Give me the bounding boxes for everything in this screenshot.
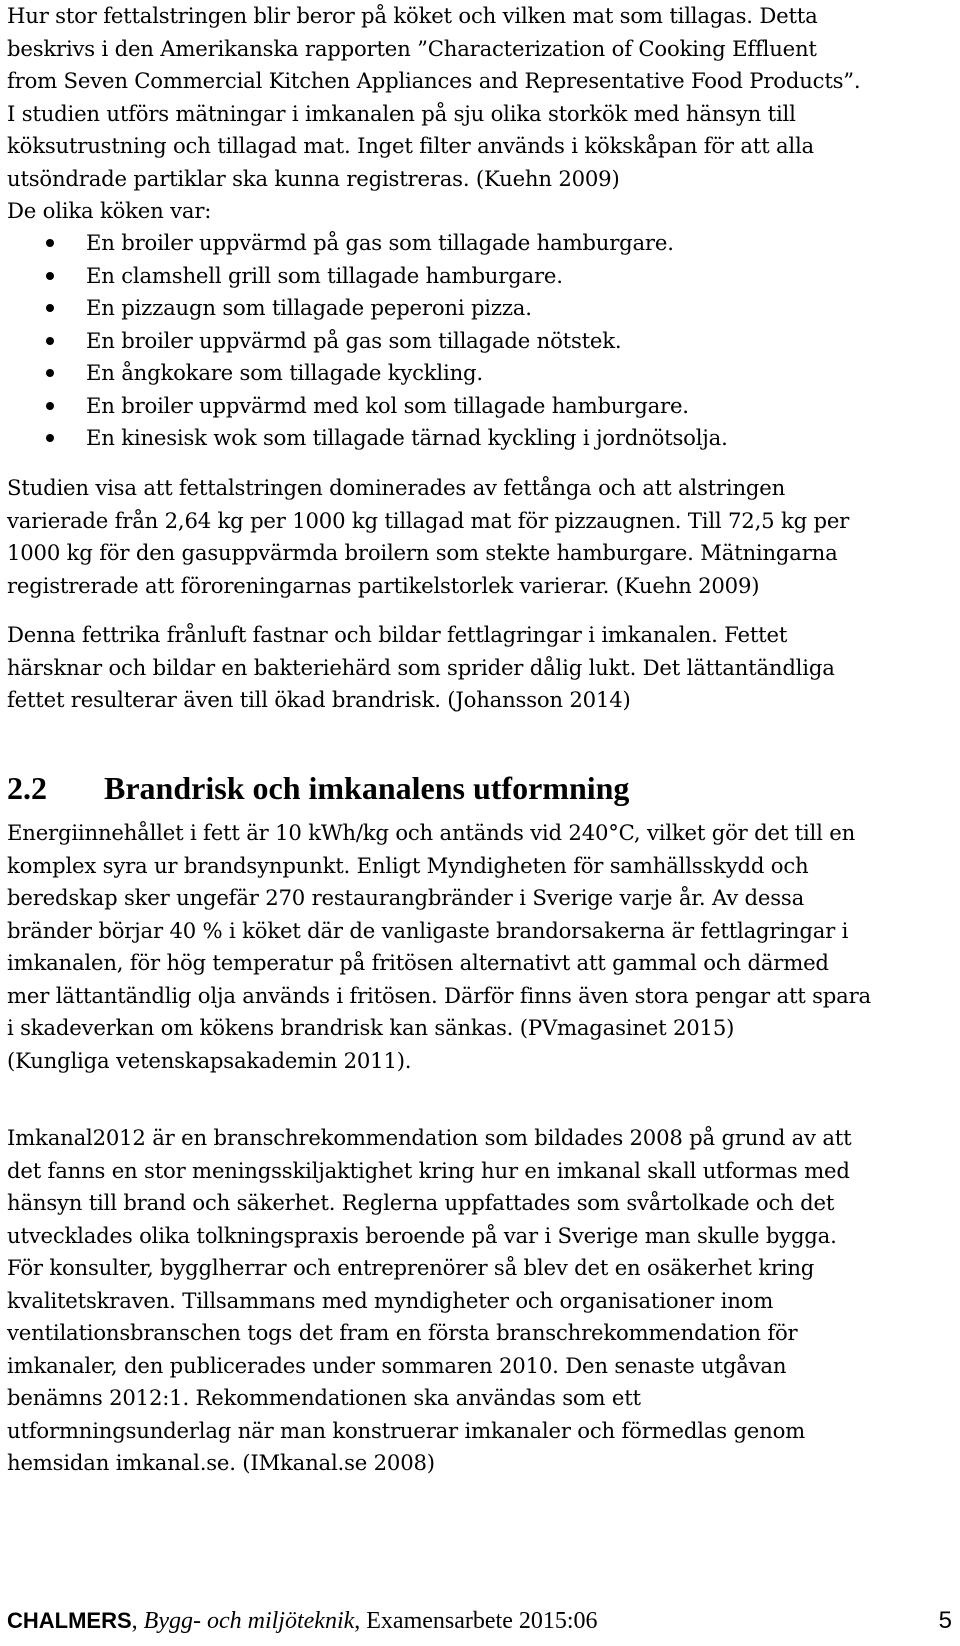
text-line: (Kungliga vetenskapsakademin 2011). [7, 1047, 412, 1073]
footer-separator: , [131, 1608, 144, 1634]
bullet-icon [46, 304, 54, 312]
text-line: utvecklades olika tolkningspraxis beroende på var i Sverige man skulle bygga. [7, 1222, 837, 1248]
thesis-label: , Examensarbete 2015:06 [354, 1608, 598, 1634]
text-line: registrerade att föroreningarnas partikelstorlek varierar. (Kuehn 2009) [7, 572, 760, 598]
text-line: hänsyn till brand och säkerhet. Reglerna uppfattades som svårtolkade och det [7, 1190, 835, 1215]
list-item-text: En broiler uppvärmd på gas som tillagade hamburgare. [86, 230, 674, 255]
department-name: Bygg- och miljöteknik [143, 1608, 355, 1634]
list-item-text: En broiler uppvärmd med kol som tillagade hamburgare. [86, 392, 689, 418]
text-line: Studien visa att fettalstringen dominerades av fettånga och att alstringen [7, 475, 786, 500]
text-line: det fanns en stor meningsskiljaktighet kring hur en imkanal skall utformas med [7, 1157, 850, 1183]
text-line: benämns 2012:1. Rekommendationen ska användas som ett [7, 1385, 641, 1410]
text-line: from Seven Commercial Kitchen Appliances and Representative Food Products”. [7, 68, 861, 93]
institution-name: CHALMERS [7, 1608, 132, 1633]
list-item-text: En pizzaugn som tillagade peperoni pizza. [86, 295, 532, 320]
text-line: i skadeverkan om kökens brandrisk kan sänkas. (PVmagasinet 2015) [7, 1015, 735, 1040]
text-line: hemsidan imkanal.se. (IMkanal.se 2008) [7, 1450, 435, 1475]
text-line: mer lättantändlig olja används i fritösen. Därför finns även stora pengar att spara [7, 982, 871, 1008]
text-line: beredskap sker ungefär 270 restaurangbränder i Sverige varje år. Av dessa [7, 885, 804, 910]
bullet-icon [46, 402, 54, 410]
text-line: varierade från 2,64 kg per 1000 kg tillagad mat för pizzaugnen. Till 72,5 kg per [7, 507, 850, 533]
text-line: fettet resulterar även till ökad brandrisk. (Johansson 2014) [7, 687, 631, 712]
section-title: Brandrisk och imkanalens utformning [104, 770, 630, 806]
text-line: Hur stor fettalstringen blir beror på köket och vilken mat som tillagas. Detta [7, 3, 818, 28]
text-line: 1000 kg för den gasuppvärmda broilern som stekte hamburgare. Mätningarna [7, 540, 838, 565]
paragraph-imkanal [7, 1122, 952, 1480]
bullet-icon [46, 337, 54, 345]
paragraph-energy [7, 817, 952, 1077]
text-line: imkanalen, för hög temperatur på fritösen alternativt att gammal och därmed [7, 950, 829, 975]
page-number: 5 [938, 1607, 952, 1634]
text-line: För konsulter, bygglherrar och entreprenörer så blev det en osäkerhet kring [7, 1255, 815, 1280]
text-line: I studien utförs mätningar i imkanalen på sju olika storkök med hänsyn till [7, 100, 796, 126]
text-line: härsknar och bildar en bakteriehärd som sprider dålig lukt. Det lättantändliga [7, 654, 835, 680]
text-line: köksutrustning och tillagad mat. Inget filter används i kökskåpan för att alla [7, 133, 814, 158]
text-line: utformningsunderlag när man konstruerar imkanaler och förmedlas genom [7, 1417, 806, 1443]
text-line: ventilationsbranschen togs det fram en första branschrekommendation för [7, 1320, 798, 1345]
list-item-text: En kinesisk wok som tillagade tärnad kyckling i jordnötsolja. [86, 425, 728, 450]
text-line: Energiinnehållet i fett är 10 kWh/kg och antänds vid 240°C, vilket gör det till en [7, 820, 856, 845]
section-heading [7, 768, 629, 808]
list-item-text: En ångkokare som tillagade kyckling. [86, 360, 483, 385]
paragraph-fat [7, 619, 952, 717]
text-line: Imkanal2012 är en branschrekommendation som bildades 2008 på grund av att [7, 1125, 852, 1150]
text-line: Denna fettrika frånluft fastnar och bildar fettlagringar i imkanalen. Fettet [7, 622, 788, 647]
bullet-icon [46, 239, 54, 247]
text-line: imkanaler, den publicerades under sommaren 2010. Den senaste utgåvan [7, 1352, 787, 1378]
section-number: 2.2 [7, 770, 47, 806]
text-line: De olika köken var: [7, 198, 212, 223]
text-line: komplex syra ur brandsynpunkt. Enligt Myndigheten för samhällsskydd och [7, 852, 809, 878]
text-line: kvalitetskraven. Tillsammans med myndigheter och organisationer inom [7, 1287, 774, 1313]
kitchen-list [0, 227, 960, 455]
text-line: beskrivs i den Amerikanska rapporten ”Characterization of Cooking Effluent [7, 35, 817, 61]
paragraph-intro [7, 0, 952, 228]
bullet-icon [46, 272, 54, 280]
page-footer [7, 1605, 952, 1637]
bullet-icon [46, 369, 54, 377]
paragraph-study [7, 472, 952, 602]
text-line: utsöndrade partiklar ska kunna registreras. (Kuehn 2009) [7, 165, 620, 191]
bullet-icon [46, 434, 54, 442]
list-item-text: En clamshell grill som tillagade hamburgare. [86, 262, 563, 288]
list-item-text: En broiler uppvärmd på gas som tillagade nötstek. [86, 327, 622, 353]
text-line: bränder börjar 40 % i köket där de vanligaste brandorsakerna är fettlagringar i [7, 917, 849, 943]
